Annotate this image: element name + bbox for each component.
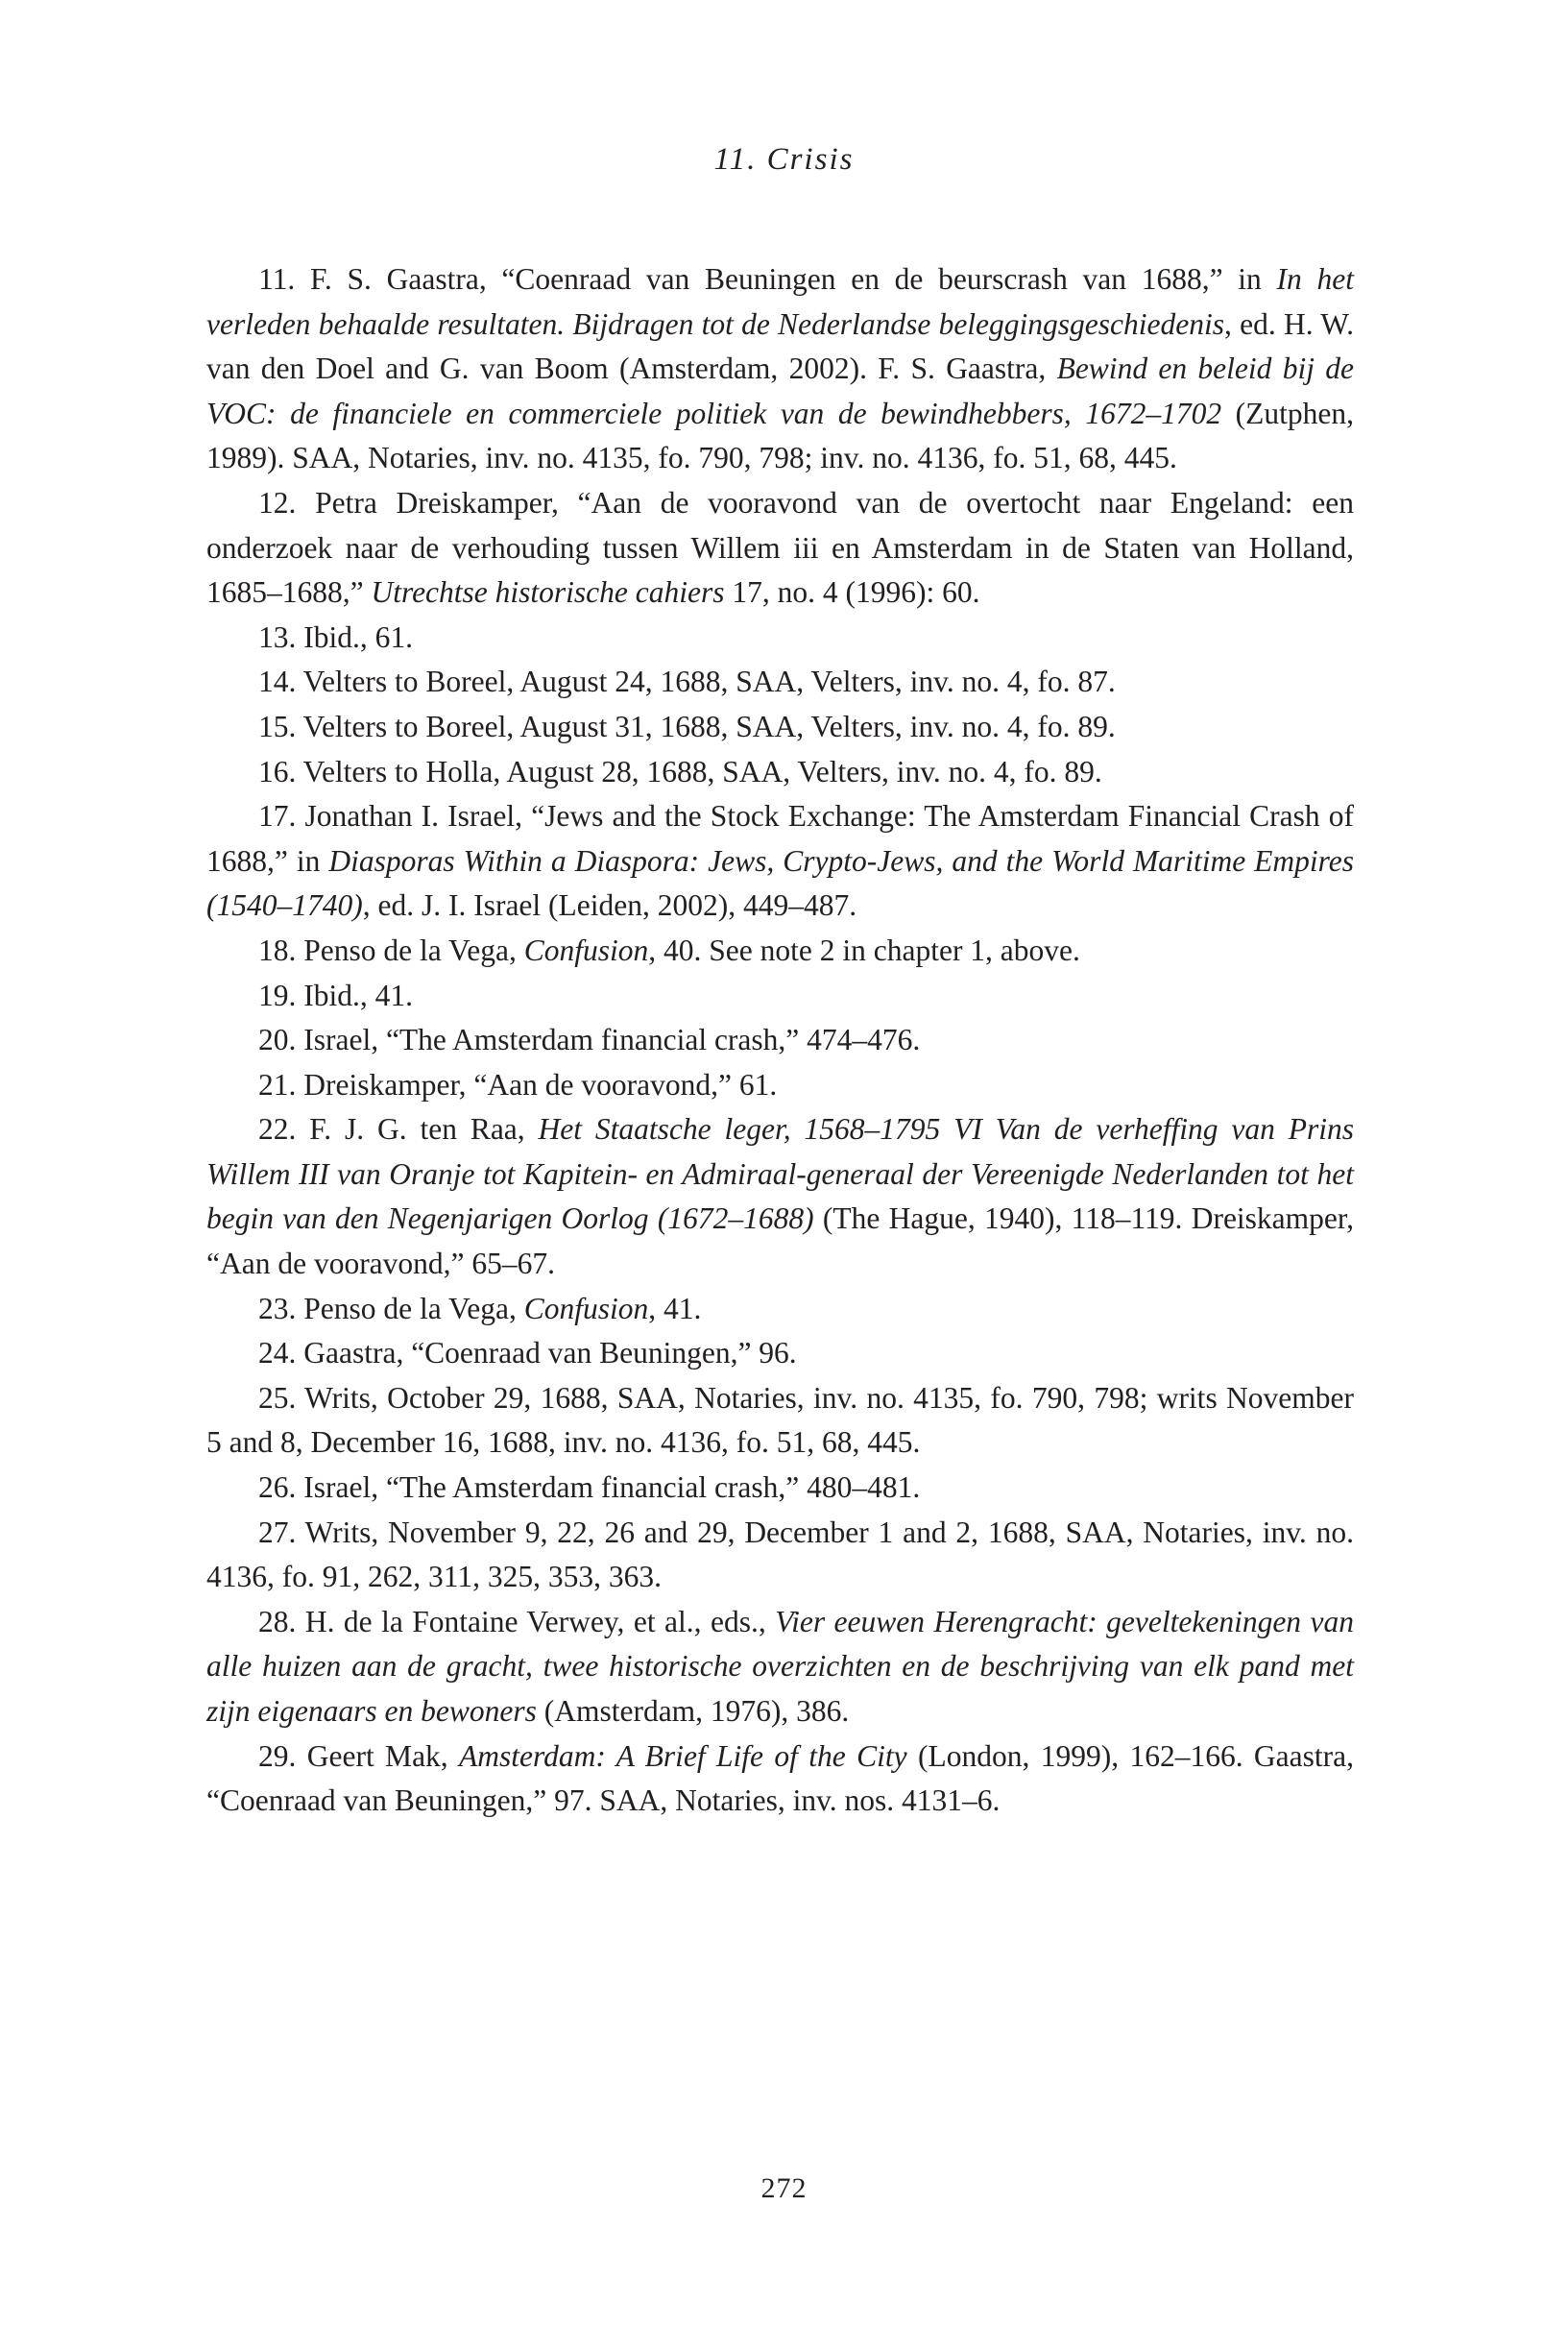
endnote-title: In het verleden behaalde resultaten. Bijdragen tot de Nederlandse beleggingsgeschiedenis xyxy=(206,262,1354,341)
endnote xyxy=(206,1287,1354,1332)
endnote-number: 13. xyxy=(258,619,297,654)
endnote xyxy=(206,1376,1354,1466)
endnote-title: Confusion xyxy=(523,1291,649,1325)
endnote-text: Penso de la Vega, xyxy=(296,933,524,967)
endnote-text: F. J. G. ten Raa, xyxy=(296,1112,539,1147)
endnote-text: Israel, “The Amsterdam financial crash,” 480–481. xyxy=(296,1470,921,1505)
endnote xyxy=(206,1600,1354,1734)
endnote-text: (London, 1999), 162–166. Gaastra, “Coenraad van Beuningen,” 97. SAA, Notaries, inv. nos. 4131–6. xyxy=(206,1738,1354,1818)
endnote-text: Petra Dreiskamper, “Aan de vooravond van de overtocht naar Engeland: een onderzoek naar de verhouding tussen Willem iii en Amsterdam in de Staten van Holland, 1685–1688,” xyxy=(206,485,1354,610)
endnote xyxy=(206,705,1354,750)
endnote-number: 19. xyxy=(258,978,297,1012)
endnote xyxy=(206,1063,1354,1108)
endnote-number: 29. xyxy=(258,1738,297,1773)
endnote-text: Velters to Boreel, August 31, 1688, SAA, Velters, inv. no. 4, fo. 89. xyxy=(296,709,1116,743)
endnote xyxy=(206,1331,1354,1376)
endnote-text: Ibid., 41. xyxy=(296,978,413,1012)
endnote xyxy=(206,1511,1354,1600)
endnote-number: 22. xyxy=(258,1112,297,1147)
endnote xyxy=(206,1018,1354,1063)
endnote-text: , ed. J. I. Israel (Leiden, 2002), 449–487. xyxy=(362,888,857,923)
endnote-number: 23. xyxy=(258,1291,297,1325)
endnote-text: Jonathan I. Israel, “Jews and the Stock Exchange: The Amsterdam Financial Crash of 1688,” in xyxy=(206,799,1354,878)
endnote-title: Bewind en beleid bij de VOC: de financiele en commerciele politiek van de bewindhebbers, 1672–1702 xyxy=(206,352,1354,430)
endnote-text: Velters to Boreel, August 24, 1688, SAA, Velters, inv. no. 4, fo. 87. xyxy=(296,665,1116,699)
endnote-number: 11. xyxy=(258,262,296,296)
endnote-text: Gaastra, “Coenraad van Beuningen,” 96. xyxy=(296,1336,797,1370)
endnote xyxy=(206,1466,1354,1511)
endnote-text: , 40. See note 2 in chapter 1, above. xyxy=(648,933,1080,967)
endnote xyxy=(206,929,1354,974)
endnote-text: Dreiskamper, “Aan de vooravond,” 61. xyxy=(296,1067,778,1102)
endnote-text: (Amsterdam, 1976), 386. xyxy=(536,1694,850,1728)
running-head: 11. Crisis xyxy=(713,142,855,177)
endnote-title: Diasporas Within a Diaspora: Jews, Crypto-Jews, and the World Maritime Empires (1540–1740) xyxy=(206,843,1354,923)
endnote-text: F. S. Gaastra, “Coenraad van Beuningen en de beurscrash van 1688,” in xyxy=(295,262,1277,296)
endnote xyxy=(206,481,1354,616)
endnote-number: 28. xyxy=(258,1604,297,1638)
endnote xyxy=(206,794,1354,929)
endnote-text: (The Hague, 1940), 118–119. Dreiskamper, “Aan de vooravond,” 65–67. xyxy=(206,1201,1354,1281)
endnote-text: Penso de la Vega, xyxy=(296,1291,524,1325)
endnote-number: 17. xyxy=(258,799,297,834)
endnote-title: Amsterdam: A Brief Life of the City xyxy=(459,1738,907,1773)
endnote-number: 12. xyxy=(258,485,297,520)
endnote-number: 26. xyxy=(258,1470,297,1505)
endnote-number: 14. xyxy=(258,665,297,699)
endnote xyxy=(206,1107,1354,1286)
endnote-text: Israel, “The Amsterdam financial crash,” 474–476. xyxy=(296,1023,921,1057)
endnote-text: Geert Mak, xyxy=(296,1738,460,1773)
endnotes-list xyxy=(206,257,1354,1824)
endnote-text: Writs, October 29, 1688, SAA, Notaries, inv. no. 4135, fo. 790, 798; writs November 5 and 8, December 16, 1688, inv. no. 4136, fo. 51, 68, 445. xyxy=(206,1380,1354,1460)
endnote-number: 16. xyxy=(258,754,297,788)
endnote xyxy=(206,750,1354,795)
endnote-text: , 41. xyxy=(648,1291,702,1325)
endnote-text: Writs, November 9, 22, 26 and 29, December 1 and 2, 1688, SAA, Notaries, inv. no. 4136, fo. 91, 262, 311, 325, 353, 363. xyxy=(206,1515,1354,1594)
endnote-text: Ibid., 61. xyxy=(296,619,413,654)
endnote xyxy=(206,616,1354,661)
endnote-number: 21. xyxy=(258,1067,297,1102)
endnote-number: 15. xyxy=(258,709,297,743)
endnote-text: H. de la Fontaine Verwey, et al., eds., xyxy=(296,1604,776,1638)
endnote xyxy=(206,257,1354,481)
endnote-number: 24. xyxy=(258,1336,297,1370)
endnote-title: Utrechtse historische cahiers xyxy=(371,575,725,610)
endnote xyxy=(206,660,1354,705)
endnote-number: 27. xyxy=(258,1515,297,1549)
endnote-text: Velters to Holla, August 28, 1688, SAA, Velters, inv. no. 4, fo. 89. xyxy=(296,754,1102,788)
endnote-text: (Zutphen, 1989). SAA, Notaries, inv. no. 4135, fo. 790, 798; inv. no. 4136, fo. 51, 68, 445. xyxy=(206,396,1354,475)
endnote-title: Het Staatsche leger, 1568–1795 VI Van de verheffing van Prins Willem III van Oranje tot Kapitein- en Admiraal-generaal der Vereenigde Nederlanden tot het begin van den Negenjarigen Oorlog (1672–1688) xyxy=(206,1112,1355,1236)
endnote-text: 17, no. 4 (1996): 60. xyxy=(724,575,980,610)
endnote-title: Vier eeuwen Herengracht: geveltekeningen van alle huizen aan de gracht, twee historische overzichten en de beschrijving van elk pand met zijn eigenaars en bewoners xyxy=(206,1604,1354,1728)
endnote-title: Confusion xyxy=(523,933,649,967)
page-number: 272 xyxy=(760,2172,808,2204)
endnote-number: 20. xyxy=(258,1023,297,1057)
endnote xyxy=(206,1734,1354,1824)
endnote xyxy=(206,974,1354,1019)
endnote-number: 25. xyxy=(258,1380,297,1415)
endnote-text: , ed. H. W. van den Doel and G. van Boom (Amsterdam, 2002). F. S. Gaastra, xyxy=(206,306,1354,386)
endnote-number: 18. xyxy=(258,933,297,967)
